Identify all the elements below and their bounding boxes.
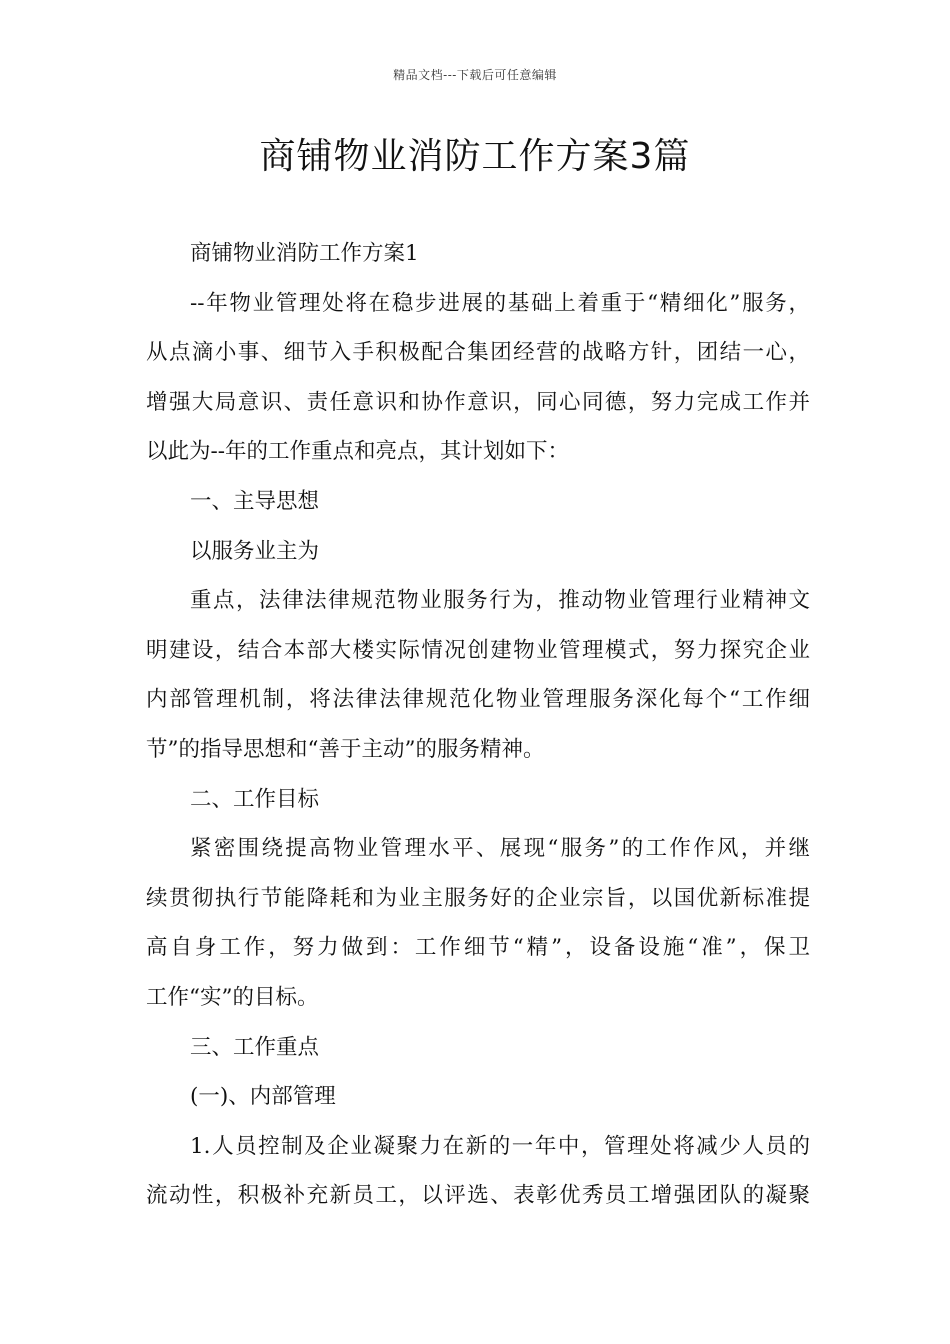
document-title: 商铺物业消防工作方案3篇 bbox=[259, 136, 691, 177]
body-text-line: 节”的指导思想和“善于主动”的服务精神。 bbox=[146, 736, 545, 762]
body-text-line: 以此为--年的工作重点和亮点，其计划如下： bbox=[146, 439, 570, 465]
page-header: 精品文档---下载后可任意编辑 bbox=[393, 68, 557, 82]
body-text-line: 1.人员控制及企业凝聚力在新的一年中，管理处将减少人员的 bbox=[190, 1133, 810, 1159]
body-text-line: 续贯彻执行节能降耗和为业主服务好的企业宗旨，以国优新标准提 bbox=[146, 885, 810, 911]
body-text-line: (一)、内部管理 bbox=[190, 1084, 336, 1110]
body-text-line: 增强大局意识、责任意识和协作意识，同心同德，努力完成工作并 bbox=[146, 389, 810, 415]
body-text-line: 工作“实”的目标。 bbox=[146, 984, 319, 1010]
body-text-line: 一、主导思想 bbox=[190, 488, 320, 514]
body-text-line: 重点，法律法律规范物业服务行为，推动物业管理行业精神文 bbox=[190, 588, 810, 614]
body-text-line: 商铺物业消防工作方案1 bbox=[190, 241, 419, 266]
document-body bbox=[146, 229, 810, 1221]
body-text-line: 三、工作重点 bbox=[190, 1034, 320, 1060]
body-text-line: 高自身工作，努力做到：工作细节“精”，设备设施“准”，保卫 bbox=[146, 935, 810, 961]
body-text-line: 以服务业主为 bbox=[190, 538, 320, 564]
body-text-line: 从点滴小事、细节入手积极配合集团经营的战略方针，团结一心， bbox=[146, 340, 810, 366]
body-text-line: 紧密围绕提高物业管理水平、展现“服务”的工作作风，并继 bbox=[190, 836, 810, 862]
body-text-line: 内部管理机制，将法律法律规范化物业管理服务深化每个“工作细 bbox=[146, 687, 810, 713]
body-text-line: --年物业管理处将在稳步进展的基础上着重于“精细化”服务， bbox=[190, 290, 810, 316]
body-text-line: 二、工作目标 bbox=[190, 786, 320, 812]
body-text-line: 流动性，积极补充新员工，以评选、表彰优秀员工增强团队的凝聚 bbox=[146, 1183, 810, 1209]
body-text-line: 明建设，结合本部大楼实际情况创建物业管理模式，努力探究企业 bbox=[146, 637, 810, 663]
